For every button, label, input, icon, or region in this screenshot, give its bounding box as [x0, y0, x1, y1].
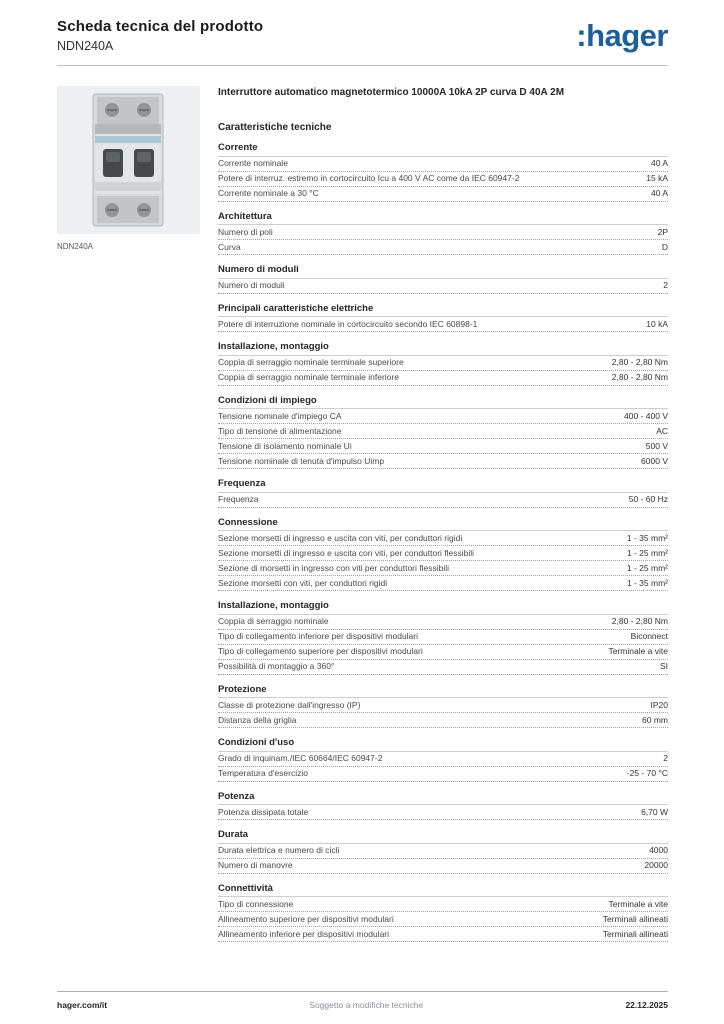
- spec-label: Curva: [218, 241, 241, 252]
- product-code: NDN240A: [57, 39, 114, 53]
- spec-value: Terminale a vite: [608, 898, 668, 909]
- spec-label: Sezione morsetti con viti, per conduttori rigidi: [218, 577, 388, 588]
- section-heading: Connettività: [218, 874, 668, 898]
- spec-row: [218, 576, 668, 591]
- spec-label: Sezione di morsetti in ingresso con viti per conduttori flessibili: [218, 562, 450, 573]
- spec-label: Potere di interruzione nominale in cortocircuito secondo IEC 60898-1: [218, 318, 478, 329]
- section-heading: Frequenza: [218, 469, 668, 493]
- spec-label: Coppia di serraggio nominale terminale inferiore: [218, 372, 399, 382]
- spec-label: Allineamento superiore per dispositivi modulari: [218, 913, 394, 924]
- spec-row: [218, 859, 668, 874]
- header-titles: [57, 18, 263, 53]
- circuit-breaker-illustration: [57, 86, 200, 234]
- spec-value: AC: [656, 425, 668, 436]
- spec-label: Corrente nominale a 30 °C: [218, 188, 319, 198]
- section-heading: Installazione, montaggio: [218, 332, 668, 356]
- spec-row: [218, 409, 668, 424]
- spec-value: 2: [663, 753, 668, 763]
- section-heading: Installazione, montaggio: [218, 591, 668, 615]
- footer-date: 22.12.2025: [625, 1000, 668, 1010]
- spec-value: Biconnect: [630, 631, 668, 641]
- spec-value: Terminali allineati: [602, 928, 668, 939]
- spec-label: Distanza della griglia: [218, 714, 297, 725]
- spec-label: Frequenza: [218, 494, 259, 504]
- spec-row: [218, 630, 668, 645]
- spec-label: Tipo di tensione di alimentazione: [218, 425, 342, 436]
- spec-label: Tensione nominale d'impiego CA: [218, 410, 342, 421]
- spec-value: 2: [663, 280, 668, 290]
- spec-label: Temperatura d'esercizio: [218, 768, 308, 778]
- product-image: [57, 86, 200, 234]
- footer-row: [57, 1000, 668, 1010]
- spec-value: 40 A: [650, 188, 668, 198]
- spec-sections: [218, 133, 668, 942]
- spec-label: Durata elettrica e numero di cicli: [218, 845, 340, 855]
- spec-row: [218, 317, 668, 332]
- spec-label: Numero di moduli: [218, 280, 285, 290]
- spec-label: Tipo di connessione: [218, 898, 294, 909]
- spec-value: 1 - 35 mm²: [626, 532, 668, 543]
- spec-row: [218, 225, 668, 240]
- spec-value: 50 - 60 Hz: [628, 494, 668, 504]
- spec-value: SI: [659, 661, 668, 671]
- spec-label: Tensione nominale di tenuta d'impulso Uimp: [218, 455, 385, 466]
- spec-value: 60 mm: [642, 714, 668, 725]
- spec-row: [218, 371, 668, 386]
- section-heading: Architettura: [218, 202, 668, 226]
- footer-divider: [57, 991, 668, 992]
- spec-value: 40 A: [650, 158, 668, 168]
- spec-row: [218, 531, 668, 546]
- section-heading: Potenza: [218, 782, 668, 806]
- spec-label: Tensione di isolamento nominale Ui: [218, 440, 352, 451]
- spec-row: [218, 767, 668, 782]
- section-heading: Condizioni d'uso: [218, 728, 668, 752]
- product-title: Interruttore automatico magnetotermico 10000A 10kA 2P curva D 40A 2M: [218, 87, 565, 98]
- spec-value: 4000: [649, 845, 668, 855]
- spec-label: Corrente nominale: [218, 158, 288, 168]
- spec-row: [218, 172, 668, 187]
- spec-value: 20000: [644, 860, 668, 870]
- spec-row: [218, 645, 668, 660]
- spec-row: [218, 844, 668, 859]
- spec-value: 1 - 25 mm²: [626, 547, 668, 558]
- header: [57, 18, 668, 53]
- spec-value: IP20: [650, 699, 668, 710]
- spec-label: Allineamento inferiore per dispositivi modulari: [218, 928, 390, 939]
- section-heading: Principali caratteristiche elettriche: [218, 294, 668, 318]
- spec-row: [218, 157, 668, 172]
- spec-row: [218, 493, 668, 508]
- spec-label: Sezione morsetti di ingresso e uscita con viti, per conduttori rigidi: [218, 532, 463, 543]
- spec-value: 15 kA: [646, 173, 668, 183]
- spec-value: 2,80 - 2,80 Nm: [611, 616, 668, 626]
- spec-row: [218, 439, 668, 454]
- spec-label: Grado di inquinam./IEC 60664/IEC 60947-2: [218, 753, 383, 763]
- spec-value: 400 - 400 V: [624, 410, 668, 421]
- spec-value: D: [661, 241, 668, 252]
- spec-row: [218, 927, 668, 942]
- spec-label: Tipo di collegamento superiore per dispositivi modulari: [218, 646, 423, 656]
- footer-site-link[interactable]: hager.com/it: [57, 1000, 108, 1010]
- tech-characteristics-heading: Caratteristiche tecniche: [218, 122, 332, 133]
- spec-row: [218, 424, 668, 439]
- hager-logo: :hager: [576, 18, 668, 53]
- spec-label: Numero di manovre: [218, 860, 293, 870]
- footer-disclaimer: Soggetto a modifiche tecniche: [309, 1000, 424, 1010]
- content: [57, 86, 668, 942]
- spec-row: [218, 805, 668, 820]
- spec-label: Tipo di collegamento inferiore per dispositivi modulari: [218, 631, 419, 641]
- spec-row: [218, 713, 668, 728]
- section-heading: Condizioni di impiego: [218, 386, 668, 410]
- spec-label: Coppia di serraggio nominale: [218, 616, 329, 626]
- spec-value: 1 - 25 mm²: [626, 562, 668, 573]
- spec-row: [218, 356, 668, 371]
- spec-value: Terminale a vite: [608, 646, 668, 656]
- product-image-caption: NDN240A: [57, 242, 94, 251]
- footer: [57, 991, 668, 1010]
- section-heading: Corrente: [218, 133, 668, 157]
- spec-row: [218, 187, 668, 202]
- spec-value: 2,80 - 2,80 Nm: [611, 357, 668, 367]
- spec-row: [218, 454, 668, 469]
- spec-row: [218, 660, 668, 675]
- image-column: [57, 86, 200, 942]
- spec-value: 1 - 35 mm²: [626, 577, 668, 588]
- spec-label: Classe di protezione dall'ingresso (IP): [218, 699, 361, 710]
- spec-value: 10 kA: [646, 318, 668, 329]
- spec-row: [218, 897, 668, 912]
- spec-label: Potere di interruz. estremo in cortocircuito Icu a 400 V AC come da IEC 60947-2: [218, 173, 520, 183]
- spec-value: 2,80 - 2,80 Nm: [611, 372, 668, 382]
- spec-value: 6,70 W: [641, 806, 668, 817]
- spec-row: [218, 698, 668, 713]
- spec-value: -25 - 70 °C: [626, 768, 668, 778]
- spec-row: [218, 752, 668, 767]
- spec-row: [218, 240, 668, 255]
- spec-label: Sezione morsetti di ingresso e uscita con viti, per conduttori flessibili: [218, 547, 475, 558]
- section-heading: Protezione: [218, 675, 668, 699]
- spec-row: [218, 912, 668, 927]
- page-title: Scheda tecnica del prodotto: [57, 18, 264, 35]
- spec-label: Possibilità di montaggio a 360°: [218, 661, 335, 671]
- spec-row: [218, 546, 668, 561]
- spec-row: [218, 561, 668, 576]
- section-heading: Durata: [218, 820, 668, 844]
- spec-label: Coppia di serraggio nominale terminale superiore: [218, 357, 404, 367]
- spec-label: Numero di poli: [218, 226, 273, 237]
- spec-column: [218, 86, 668, 942]
- spec-label: Potenza dissipata totale: [218, 806, 309, 817]
- spec-row: [218, 615, 668, 630]
- section-heading: Numero di moduli: [218, 255, 668, 279]
- spec-value: 500 V: [645, 440, 668, 451]
- header-divider: [57, 65, 668, 66]
- spec-value: 6000 V: [641, 455, 668, 466]
- spec-value: Terminali allineati: [602, 913, 668, 924]
- section-heading: Connessione: [218, 508, 668, 532]
- spec-row: [218, 279, 668, 294]
- spec-value: 2P: [657, 226, 668, 237]
